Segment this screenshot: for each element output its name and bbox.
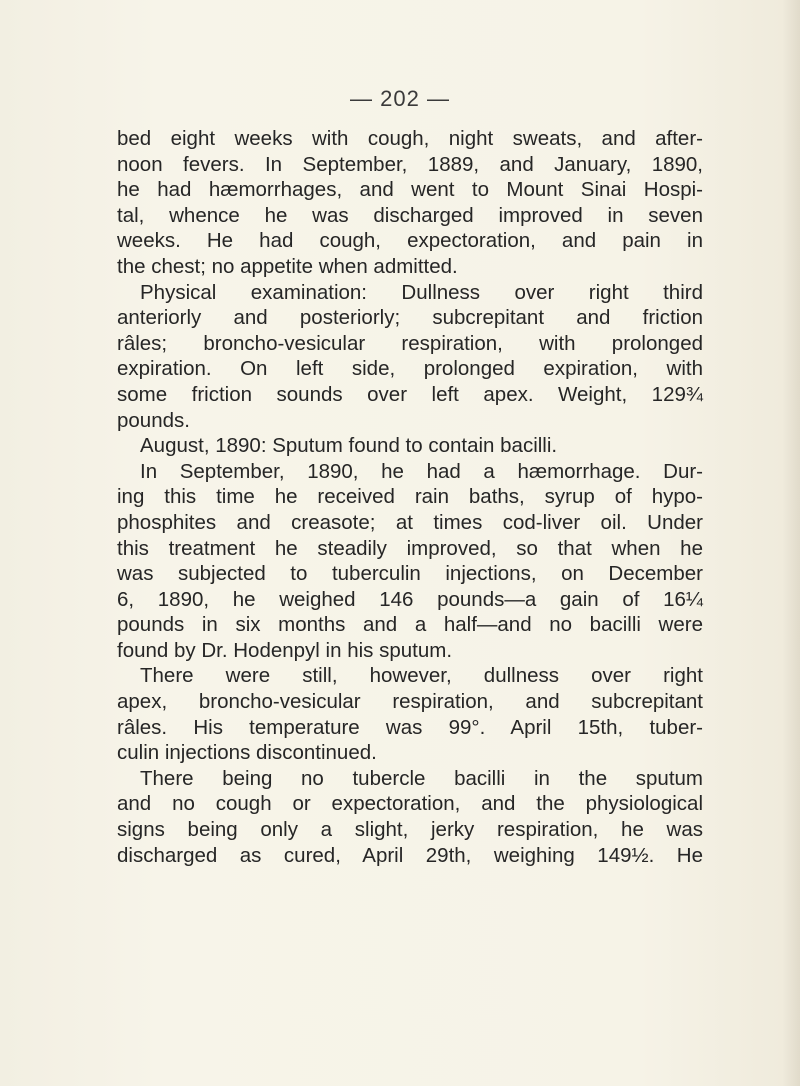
text-line: tal, whence he was discharged improved in seven	[117, 203, 703, 227]
text-line: this treatment he steadily improved, so that when he	[117, 536, 703, 560]
text-line: was subjected to tuberculin injections, on December	[117, 562, 703, 586]
text-line: anteriorly and posteriorly; subcrepitant and friction	[117, 306, 703, 330]
text-line: phosphites and creasote; at times cod-liver oil. Under	[117, 510, 703, 534]
text-line: râles. His temperature was 99°. April 15th, tuber-	[117, 715, 703, 739]
text-line: some friction sounds over left apex. Weight, 129¾	[117, 382, 703, 406]
text-line: the chest; no appetite when admitted.	[117, 254, 458, 278]
text-line: There being no tubercle bacilli in the sputum	[140, 766, 703, 790]
text-line: There were still, however, dullness over right	[140, 664, 703, 688]
text-line: and no cough or expectoration, and the physiological	[117, 792, 703, 816]
text-line: ing this time he received rain baths, syrup of hypo-	[117, 485, 703, 509]
text-line: discharged as cured, April 29th, weighing 149½. He	[117, 843, 703, 867]
text-line: 6, 1890, he weighed 146 pounds—a gain of 16¼	[117, 587, 703, 611]
text-line: Physical examination: Dullness over right third	[140, 280, 703, 304]
text-line: noon fevers. In September, 1889, and January, 1890,	[117, 152, 703, 176]
text-line: August, 1890: Sputum found to contain bacilli.	[140, 434, 558, 458]
text-line: culin injections discontinued.	[117, 741, 377, 765]
text-line: pounds in six months and a half—and no bacilli were	[117, 613, 703, 637]
page-edge-shadow	[782, 0, 800, 1086]
text-line: signs being only a slight, jerky respiration, he was	[117, 818, 703, 842]
body-text	[117, 126, 703, 868]
text-line: râles; broncho-vesicular respiration, with prolonged	[117, 331, 703, 355]
text-line: he had hæmorrhages, and went to Mount Sinai Hospi-	[117, 178, 703, 202]
page-number: — 202 —	[350, 86, 450, 111]
text-line: bed eight weeks with cough, night sweats, and after-	[117, 127, 703, 150]
text-line: apex, broncho-vesicular respiration, and subcrepitant	[117, 690, 703, 714]
text-line: pounds.	[117, 408, 190, 432]
text-line: weeks. He had cough, expectoration, and pain in	[117, 229, 703, 253]
text-line: In September, 1890, he had a hæmorrhage. Dur-	[140, 459, 703, 483]
text-line: expiration. On left side, prolonged expiration, with	[117, 357, 703, 381]
text-line: found by Dr. Hodenpyl in his sputum.	[117, 638, 453, 662]
